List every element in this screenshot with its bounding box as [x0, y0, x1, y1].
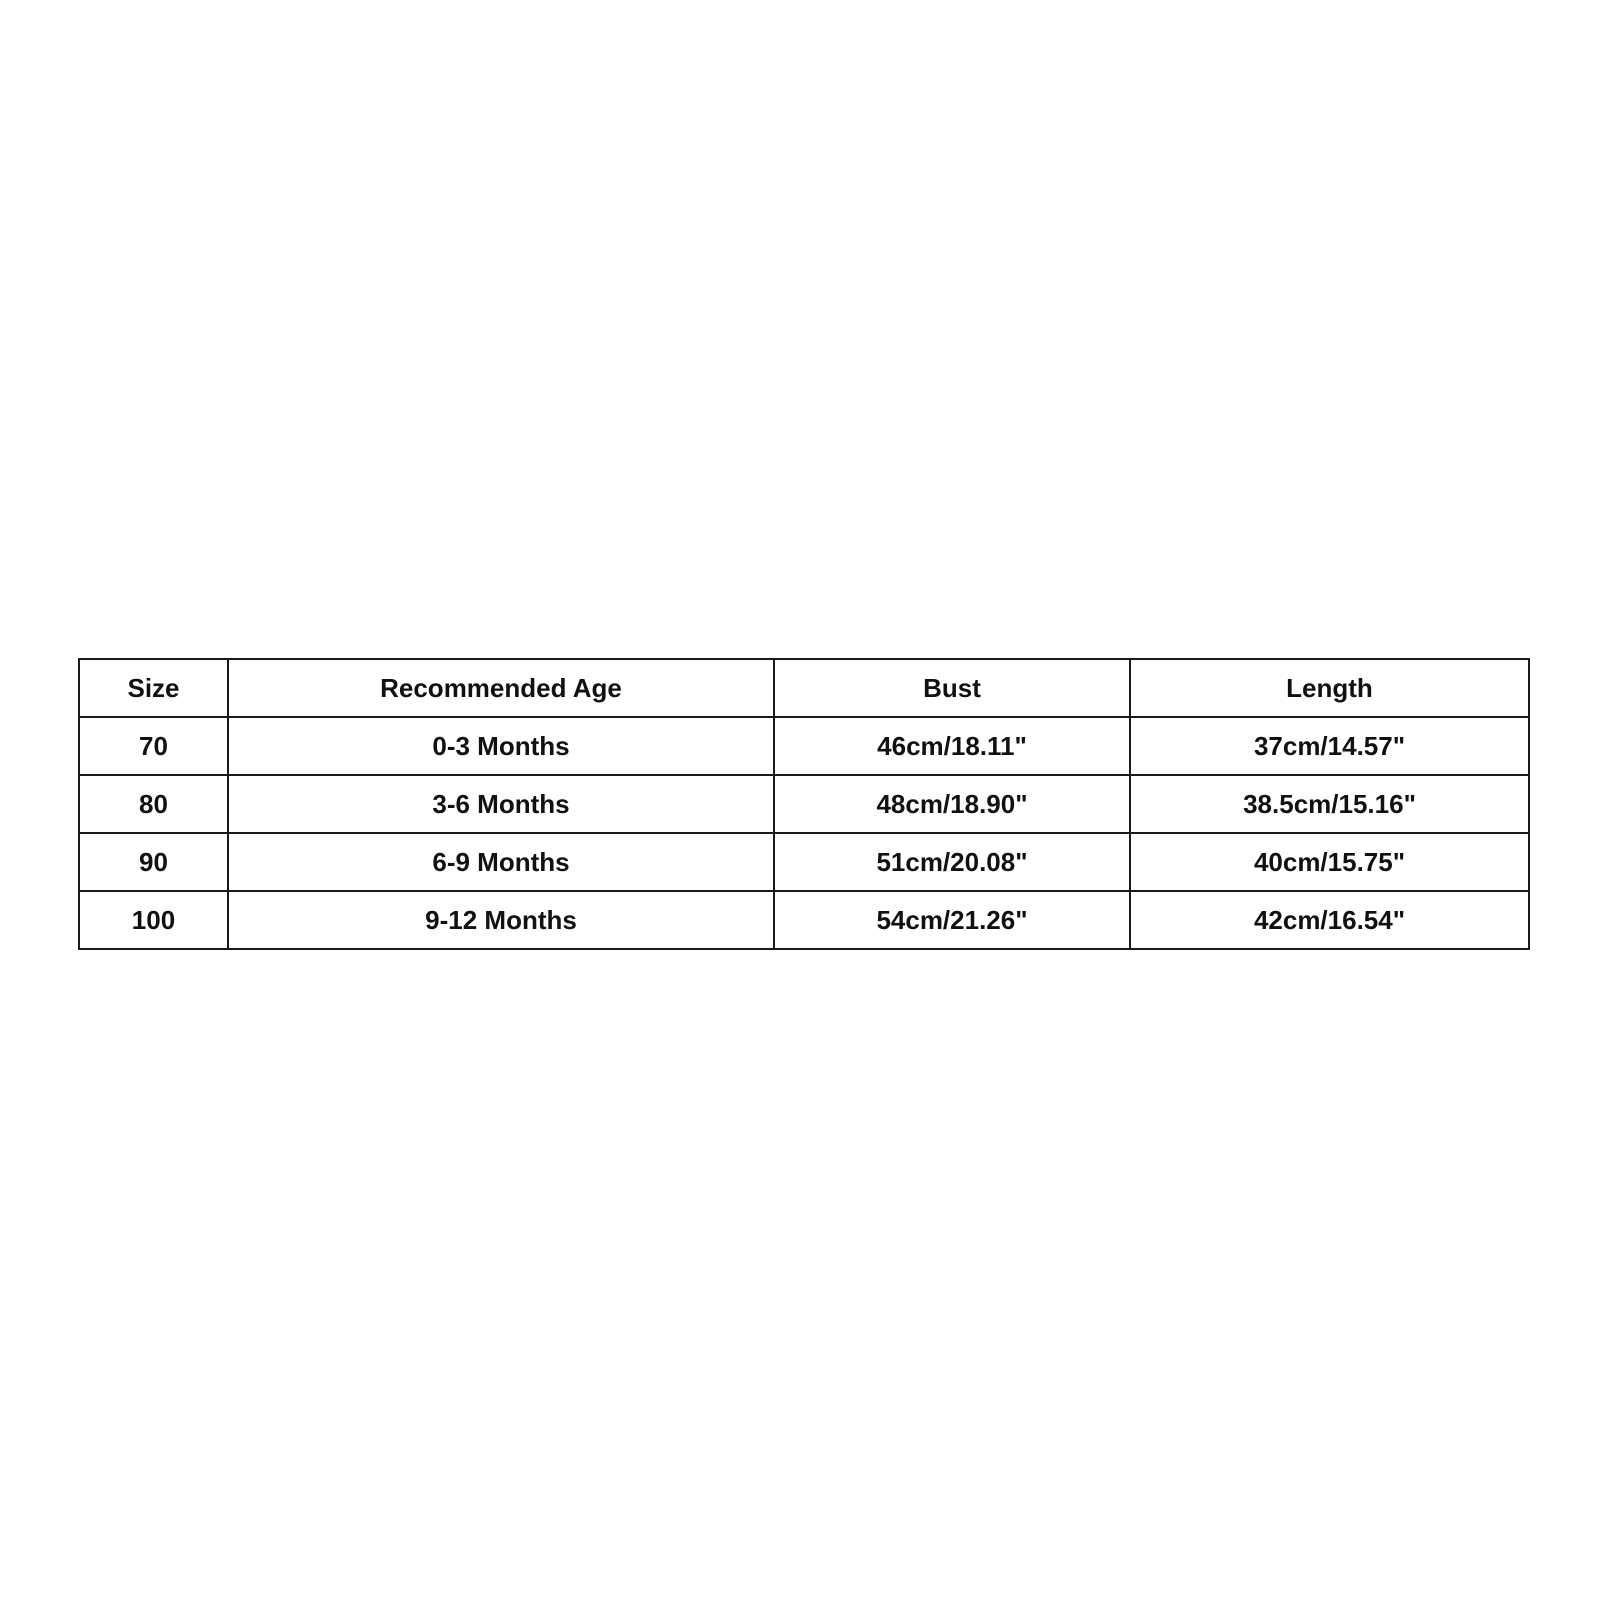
table-row: [79, 775, 1529, 833]
cell-length: 37cm/14.57": [1130, 717, 1529, 775]
table-row: [79, 833, 1529, 891]
header-recommended-age: Recommended Age: [228, 659, 774, 717]
cell-bust: 51cm/20.08": [774, 833, 1130, 891]
header-bust: Bust: [774, 659, 1130, 717]
size-chart-table: [78, 658, 1530, 950]
cell-size: 80: [79, 775, 228, 833]
cell-age: 0-3 Months: [228, 717, 774, 775]
header-length: Length: [1130, 659, 1529, 717]
cell-bust: 54cm/21.26": [774, 891, 1130, 949]
cell-size: 90: [79, 833, 228, 891]
cell-size: 100: [79, 891, 228, 949]
cell-bust: 46cm/18.11": [774, 717, 1130, 775]
table-header-row: [79, 659, 1529, 717]
cell-length: 40cm/15.75": [1130, 833, 1529, 891]
cell-age: 3-6 Months: [228, 775, 774, 833]
cell-age: 6-9 Months: [228, 833, 774, 891]
cell-bust: 48cm/18.90": [774, 775, 1130, 833]
table-row: [79, 891, 1529, 949]
table-row: [79, 717, 1529, 775]
cell-length: 42cm/16.54": [1130, 891, 1529, 949]
cell-length: 38.5cm/15.16": [1130, 775, 1529, 833]
cell-age: 9-12 Months: [228, 891, 774, 949]
header-size: Size: [79, 659, 228, 717]
cell-size: 70: [79, 717, 228, 775]
